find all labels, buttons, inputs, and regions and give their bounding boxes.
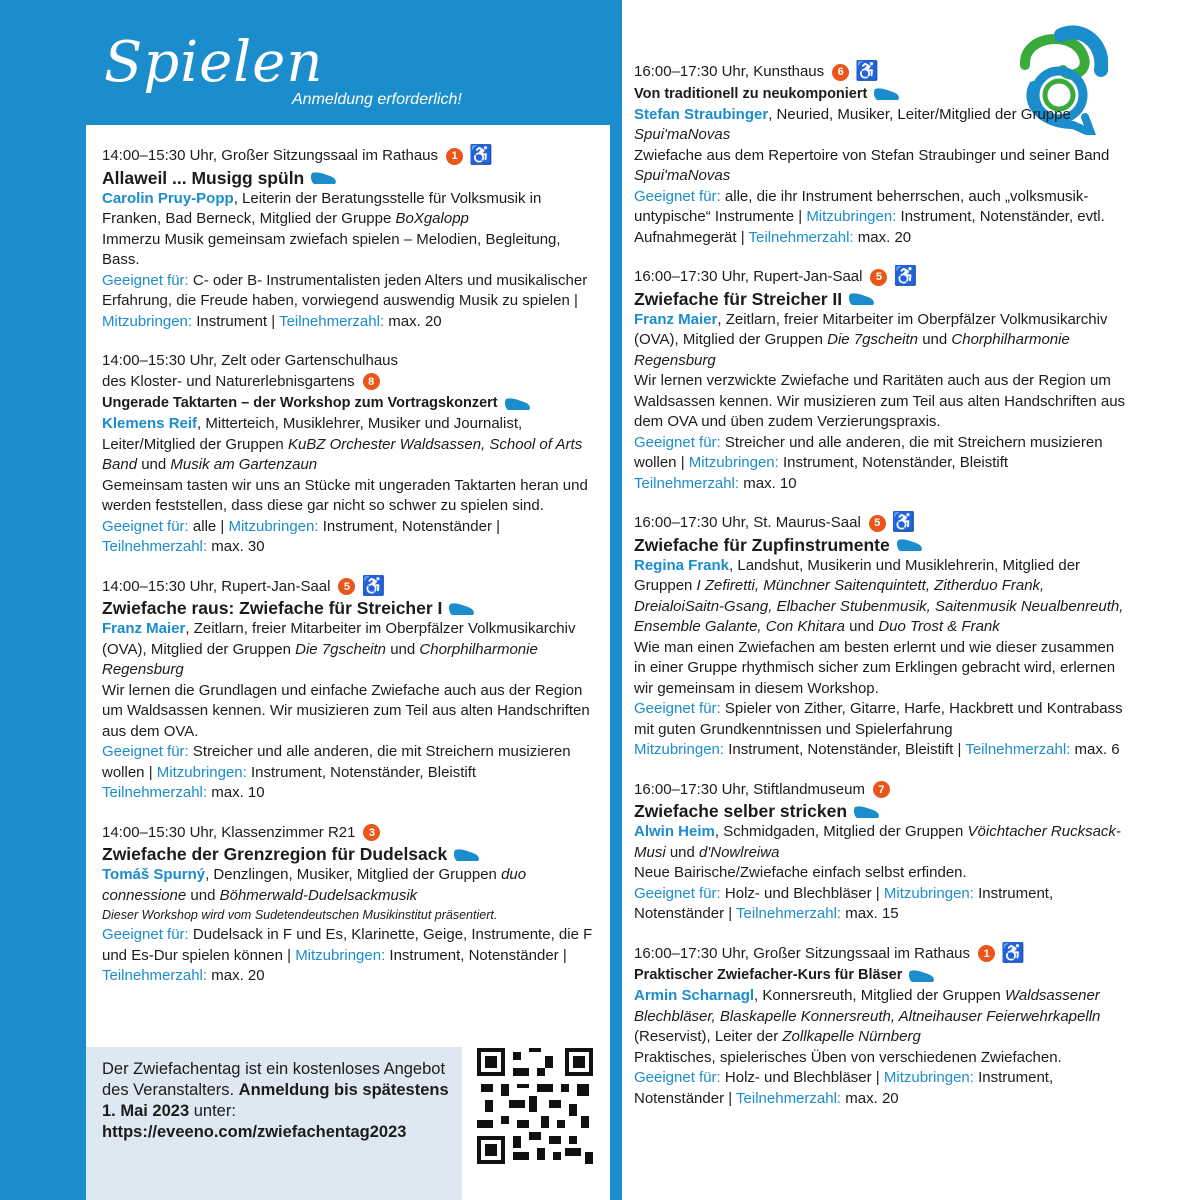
participants-value: max. 30 bbox=[211, 538, 265, 555]
group-name-2: Duo Trost & Frank bbox=[878, 618, 1000, 635]
event-time: 14:00–15:30 Uhr, Klassenzimmer R21 bbox=[102, 823, 356, 841]
participants-label: Teilnehmerzahl: bbox=[736, 905, 842, 922]
page-subtitle: Anmeldung erforderlich! bbox=[292, 91, 462, 108]
group-name: Waldsassener Blechbläser, Blaskapelle Konnersreuth, Altneihauser Feierwehrkapelln bbox=[634, 987, 1101, 1025]
instructor-name: Klemens Reif bbox=[102, 415, 198, 432]
instructor-name: Franz Maier bbox=[102, 620, 186, 637]
event-stricken: 16:00–17:30 Uhr, Stiftlandmuseum 7 Zwiefache selber stricken Alwin Heim, Schmidgaden, Mitglied der Gruppen Vöichtacher Rucksack-Musi und d'Nowlreiwa Neue Bairische/Zwiefache einfach selbst erfinden. Geeignet für: Holz- und Blechbläser | Mitzubringen: Instrument, Notenständer | Teilnehmerzahl: max. 15 bbox=[634, 780, 1130, 925]
bring-label: Mitzubringen: bbox=[156, 763, 247, 781]
instructor-info: , Konnersreuth, Mitglied der Gruppen bbox=[754, 987, 1006, 1004]
event-description: Zwiefache aus dem Repertoire von Stefan Straubinger und seiner Band bbox=[634, 146, 1110, 164]
page-title: Spielen bbox=[104, 30, 324, 95]
dance-shoe-icon bbox=[310, 170, 338, 185]
group-name-2: d'Nowlreiwa bbox=[699, 843, 780, 861]
location-badge: 5 bbox=[870, 269, 887, 286]
event-description: Praktisches, spielerisches Üben von verschiedenen Zwiefachen. bbox=[634, 1048, 1062, 1066]
instructor-info: , Zeitlarn, freier Mitarbeiter im Oberpfälzer Volkmusikarchiv (OVA), Mitglied der Gruppen bbox=[102, 620, 576, 658]
suitable-label: Geeignet für: bbox=[102, 743, 189, 760]
event-time: 16:00–17:30 Uhr, Kunsthaus bbox=[634, 63, 825, 80]
location-badge: 1 bbox=[978, 945, 995, 962]
group-name: Vöichtacher Rucksack-Musi bbox=[634, 823, 1121, 861]
participants-value: max. 6 bbox=[1074, 741, 1120, 758]
instructor-name: Alwin Heim bbox=[634, 823, 715, 840]
instructor-name: Regina Frank bbox=[634, 556, 730, 574]
instructor-info: , Leiterin der Beratungsstelle für Volksmusik in Franken, Bad Berneck, Mitglied der Gruppe bbox=[102, 189, 542, 227]
group-name-2: Zollkapelle Nürnberg bbox=[782, 1028, 921, 1045]
participants-value: max. 20 bbox=[845, 1089, 899, 1107]
group-joiner: (Reservist), Leiter der bbox=[634, 1028, 783, 1045]
event-allaweil: 14:00–15:30 Uhr, Großer Sitzungssaal im Rathaus 1 ♿ Allaweil ... Musigg spüln Carolin Pruy-Popp, Leiterin der Beratungsstelle für Volksmusik in Franken, Bad Berneck, Mitglied der Gruppe BoXgalopp Immerzu Musik gemeinsam zwiefach spielen – Melodien, Begleitung, Bass. Geeignet für: C- oder B- Instrumentalisten jeden Alters und musikalischer Erfahrung, die Freude haben, vorwiegend auswendig Musik zu spielen | Mitzubringen: Instrument | Teilnehmerzahl: max. 20 bbox=[102, 146, 600, 332]
info-deadline: Anmeldung bis spätestens 1. Mai 2023 bbox=[102, 1081, 449, 1120]
location-badge: 8 bbox=[363, 373, 380, 390]
participants-label: Teilnehmerzahl: bbox=[102, 967, 208, 984]
wheelchair-icon: ♿ bbox=[891, 512, 916, 534]
event-time: 14:00–15:30 Uhr, Rupert-Jan-Saal bbox=[102, 577, 331, 595]
wheelchair-icon: ♿ bbox=[893, 266, 918, 288]
location-badge: 7 bbox=[873, 781, 890, 798]
suitable-value: Spieler von Zither, Gitarre, Harfe, Hackbrett und Kontrabass mit guten Grundkenntnissen und Spielerfahrung bbox=[634, 700, 1123, 738]
event-title: Von traditionell zu neukomponiert bbox=[634, 85, 868, 102]
group-name-2: Musik am Gartenzaun bbox=[170, 456, 318, 473]
suitable-label: Geeignet für: bbox=[634, 884, 721, 902]
participants-label: Teilnehmerzahl: bbox=[965, 741, 1071, 758]
event-streicher-2: 16:00–17:30 Uhr, Rupert-Jan-Saal 5 ♿ Zwiefache für Streicher II Franz Maier, Zeitlarn, freier Mitarbeiter im Oberpfälzer Volkmusikarchiv (OVA), Mitglied der Gruppen Die 7gscheitn und Chorphilharmonie Regensburg Wir lernen verzwickte Zwiefache und Raritäten auch aus der Region um Waldsassen kennen. Wir musizieren zum Teil aus alten Handschriften aus dem OVA und üben zudem Verzierungspraxis. Geeignet für: Streicher und alle anderen, die mit Streichern musizieren wollen | Mitzubringen: Instrument, Notenständer, Bleistift Teilnehmerzahl: max. 10 bbox=[634, 267, 1130, 494]
wheelchair-icon: ♿ bbox=[469, 145, 493, 167]
dance-shoe-icon bbox=[848, 291, 876, 306]
bring-label: Mitzubringen: bbox=[688, 454, 779, 471]
dance-shoe-icon bbox=[853, 804, 881, 819]
group-name: Die 7gscheitn bbox=[295, 640, 387, 658]
event-description: Neue Bairische/Zwiefache einfach selbst erfinden. bbox=[634, 864, 967, 881]
group-joiner: und bbox=[386, 640, 420, 658]
bring-label: Mitzubringen: bbox=[228, 517, 319, 535]
suitable-label: Geeignet für: bbox=[102, 271, 189, 289]
dance-shoe-icon bbox=[448, 601, 476, 616]
participants-value: max. 10 bbox=[743, 474, 797, 492]
participants-label: Teilnehmerzahl: bbox=[748, 228, 854, 246]
location-badge: 1 bbox=[446, 148, 463, 165]
event-time-2: des Kloster- und Naturerlebnisgartens bbox=[102, 372, 355, 390]
dance-shoe-icon bbox=[908, 968, 936, 983]
instructor-info: , Denzlingen, Musiker, Mitglied der Gruppen bbox=[205, 866, 502, 883]
suitable-value: Streicher und alle anderen, die mit Streichern musizieren wollen bbox=[634, 433, 1103, 471]
participants-label: Teilnehmerzahl: bbox=[102, 784, 208, 801]
bring-value: Instrument, Notenständer, Bleistift bbox=[250, 763, 477, 781]
group-name: KuBZ Orchester Waldsassen, School of Arts Band bbox=[102, 435, 583, 473]
event-blaeser: 16:00–17:30 Uhr, Großer Sitzungssaal im Rathaus 1 ♿ Praktischer Zwiefacher-Kurs für Bläser Armin Scharnagl, Konnersreuth, Mitglied der Gruppen Waldsassener Blechbläser, Blaskapelle Konnersreuth, Altneihauser Feierwehrkapelln (Reservist), Leiter der Zollkapelle Nürnberg Praktisches, spielerisches Üben von verschiedenen Zwiefachen. Geeignet für: Holz- und Blechbläser | Mitzubringen: Instrument, Notenständer | Teilnehmerzahl: max. 20 bbox=[634, 944, 1130, 1110]
event-zupf: 16:00–17:30 Uhr, St. Maurus-Saal 5 ♿ Zwiefache für Zupfinstrumente Regina Frank, Landshut, Musikerin und Musiklehrerin, Mitglied der Gruppen I Zefiretti, Münchner Saitenquintett, Zitherduo Frank, DreialoiSaitn-Gsang, Elbacher Stubenmusik, Saitenmusik Neualbenreuth, Ensemble Galante, Con Khitara und Duo Trost & Frank Wie man einen Zwiefachen am besten erlernt und wie dieser zusammen in einer Gruppe rhythmisch sicher zum Erklingen gebracht wird, erlernen wir gemeinsam in diesem Workshop. Geeignet für: Spieler von Zither, Gitarre, Harfe, Hackbrett und Kontrabass mit guten Grundkenntnissen und Spielerfahrung Mitzubringen: Instrument, Notenständer, Bleistift | Teilnehmerzahl: max. 6 bbox=[634, 513, 1130, 761]
qr-code[interactable] bbox=[477, 1048, 593, 1164]
instructor-name: Franz Maier bbox=[634, 310, 718, 328]
instructor-info: , Mitterteich, Musiklehrer, Musiker und Journalist, Leiter/Mitglied der Gruppen bbox=[102, 415, 523, 453]
group-name: Spui'maNovas bbox=[634, 126, 731, 143]
dance-shoe-icon bbox=[453, 847, 481, 862]
instructor-name: Stefan Straubinger bbox=[634, 105, 769, 123]
wheelchair-icon: ♿ bbox=[361, 575, 386, 597]
bring-value: Instrument, Notenständer bbox=[634, 884, 1054, 922]
group-joiner: und bbox=[844, 618, 879, 635]
bring-value: Instrument, Notenständer, Bleistift bbox=[728, 741, 954, 758]
participants-label: Teilnehmerzahl: bbox=[736, 1089, 842, 1107]
event-title: Zwiefache der Grenzregion für Dudelsack bbox=[102, 844, 448, 864]
bring-value: Instrument, Notenständer bbox=[389, 946, 559, 964]
bring-label: Mitzubringen: bbox=[102, 312, 193, 330]
instructor-name: Tomáš Spurný bbox=[102, 866, 206, 883]
event-time: 16:00–17:30 Uhr, Stiftlandmuseum bbox=[634, 780, 865, 798]
dance-shoe-icon bbox=[504, 396, 532, 411]
participants-value: max. 15 bbox=[845, 905, 899, 922]
participants-label: Teilnehmerzahl: bbox=[279, 312, 385, 330]
instructor-info: , Zeitlarn, freier Mitarbeiter im Oberpfälzer Volkmusikarchiv (OVA), Mitglied der Gruppen bbox=[634, 310, 1108, 348]
group-joiner: und bbox=[186, 886, 220, 904]
left-events bbox=[102, 146, 600, 1006]
participants-label: Teilnehmerzahl: bbox=[634, 474, 740, 492]
group-name: duo connessione bbox=[102, 866, 527, 904]
event-title: Zwiefache raus: Zwiefache für Streicher I bbox=[102, 598, 443, 618]
suitable-label: Geeignet für: bbox=[634, 700, 721, 717]
suitable-value: Holz- und Blechbläser bbox=[724, 884, 872, 902]
bring-label: Mitzubringen: bbox=[634, 741, 725, 758]
event-description: Wir lernen verzwickte Zwiefache und Raritäten auch aus der Region um Waldsassen kennen. Wir musizieren zum Teil aus alten Handschriften aus dem OVA und üben zudem Verzierungspraxis. bbox=[634, 372, 1126, 430]
event-title: Zwiefache für Streicher II bbox=[634, 288, 843, 309]
group-name-2: Chorphilharmonie Regensburg bbox=[102, 640, 538, 678]
participants-label: Teilnehmerzahl: bbox=[102, 538, 208, 555]
event-description: Immerzu Musik gemeinsam zwiefach spielen – Melodien, Begleitung, Bass. bbox=[102, 230, 561, 268]
suitable-label: Geeignet für: bbox=[634, 187, 721, 205]
event-time: 14:00–15:30 Uhr, Großer Sitzungssaal im Rathaus bbox=[102, 147, 439, 164]
event-streicher-1: 14:00–15:30 Uhr, Rupert-Jan-Saal 5 ♿ Zwiefache raus: Zwiefache für Streicher I Franz Maier, Zeitlarn, freier Mitarbeiter im Oberpfälzer Volkmusikarchiv (OVA), Mitglied der Gruppen Die 7gscheitn und Chorphilharmonie Regensburg Wir lernen die Grundlagen und einfache Zwiefache auch aus der Region um Waldsassen kennen. Wir musizieren zum Teil aus alten Handschriften aus dem OVA. Geeignet für: Streicher und alle anderen, die mit Streichern musizieren wollen | Mitzubringen: Instrument, Notenständer, Bleistift Teilnehmerzahl: max. 10 bbox=[102, 577, 600, 804]
event-title: Zwiefache selber stricken bbox=[634, 801, 848, 821]
suitable-label: Geeignet für: bbox=[102, 517, 189, 535]
dance-shoe-icon bbox=[873, 86, 901, 101]
bring-value: Instrument, Notenständer, evtl. Aufnahmegerät bbox=[634, 208, 1105, 246]
suitable-value: C- oder B- Instrumentalisten jeden Alters und musikalischer Erfahrung, die Freude haben, vorwiegend auswendig Musik zu spielen bbox=[102, 271, 588, 309]
bring-value: Instrument, Notenständer, Bleistift bbox=[782, 454, 1009, 471]
bring-value: Instrument, Notenständer bbox=[322, 517, 492, 535]
group-name: BoXgalopp bbox=[395, 210, 469, 227]
event-time: 16:00–17:30 Uhr, Großer Sitzungssaal im Rathaus bbox=[634, 944, 971, 962]
event-time: 14:00–15:30 Uhr, Zelt oder Gartenschulhaus bbox=[102, 352, 399, 369]
suitable-label: Geeignet für: bbox=[102, 926, 189, 943]
location-badge: 6 bbox=[832, 64, 849, 81]
wheelchair-icon: ♿ bbox=[855, 61, 879, 83]
dance-shoe-icon bbox=[896, 537, 924, 552]
bring-label: Mitzubringen: bbox=[295, 946, 386, 964]
event-description: Gemeinsam tasten wir uns an Stücke mit ungeraden Taktarten heran und werden feststellen, dass diese gar nicht so schwer zu spielen sind. bbox=[102, 476, 588, 514]
participants-value: max. 20 bbox=[211, 967, 265, 984]
instructor-name: Carolin Pruy-Popp bbox=[102, 189, 234, 207]
participants-value: max. 10 bbox=[211, 784, 265, 801]
group-joiner: und bbox=[137, 456, 171, 473]
suitable-value: Streicher und alle anderen, die mit Streichern musizieren wollen bbox=[102, 743, 571, 781]
band-name: Spui'maNovas bbox=[634, 167, 731, 184]
location-badge: 5 bbox=[869, 515, 886, 532]
suitable-value: Dudelsack in F und Es, Klarinette, Geige, Instrumente, die F und Es-Dur spielen können bbox=[102, 926, 593, 964]
event-dudelsack: 14:00–15:30 Uhr, Klassenzimmer R21 3 Zwiefache der Grenzregion für Dudelsack Tomáš Spurný, Denzlingen, Musiker, Mitglied der Gruppen duo connessione und Böhmerwald-Dudelsackmusik Dieser Workshop wird vom Sudetendeutschen Musikinstitut präsentiert. Geeignet für: Dudelsack in F und Es, Klarinette, Geige, Instrumente, die F und Es-Dur spielen können | Mitzubringen: Instrument, Notenständer | Teilnehmerzahl: max. 20 bbox=[102, 823, 600, 987]
suitable-label: Geeignet für: bbox=[634, 433, 721, 451]
bring-label: Mitzubringen: bbox=[883, 884, 974, 902]
suitable-value: Holz- und Blechbläser bbox=[724, 1069, 872, 1086]
bring-label: Mitzubringen: bbox=[806, 208, 897, 225]
info-line-2: unter: bbox=[189, 1102, 236, 1120]
group-name: I Zefiretti, Münchner Saitenquintett, Zitherduo Frank, DreialoiSaitn-Gsang, Elbacher Stubenmusik, Saitenmusik Neualbenreuth, Ensemble Galante, Con Khitara bbox=[634, 577, 1124, 635]
suitable-value: alle bbox=[192, 517, 217, 535]
event-title: Zwiefache für Zupfinstrumente bbox=[634, 534, 890, 555]
wheelchair-icon: ♿ bbox=[1001, 942, 1025, 964]
instructor-info: , Neuried, Musiker, Leiter/Mitglied der Gruppe bbox=[768, 105, 1071, 123]
suitable-label: Geeignet für: bbox=[634, 1069, 721, 1086]
group-name: Die 7gscheitn bbox=[827, 331, 919, 348]
event-title: Ungerade Taktarten – der Workshop zum Vortragskonzert bbox=[102, 395, 498, 411]
event-description: Wir lernen die Grundlagen und einfache Zwiefache auch aus der Region um Waldsassen kennen. Wir musizieren zum Teil aus alten Handschriften aus dem OVA. bbox=[102, 681, 590, 740]
instructor-name: Armin Scharnagl bbox=[634, 987, 755, 1004]
location-badge: 5 bbox=[338, 578, 355, 595]
info-text bbox=[102, 1059, 452, 1143]
suitable-value: alle, die ihr Instrument beherrschen, auch „volksmusik-untypische“ Instrumente bbox=[634, 187, 1089, 225]
event-time: 16:00–17:30 Uhr, St. Maurus-Saal bbox=[634, 514, 861, 531]
event-title: Praktischer Zwiefacher-Kurs für Bläser bbox=[634, 967, 903, 983]
event-description: Wie man einen Zwiefachen am besten erlernt und wie dieser zusammen in einer Gruppe rhythmisch sicher zum Erklingen gebracht wird, erlernen wir gemeinsam in diesem Workshop. bbox=[634, 638, 1116, 697]
event-title: Allaweil ... Musigg spüln bbox=[102, 167, 305, 188]
bring-value: Instrument, Notenständer bbox=[634, 1069, 1054, 1107]
group-joiner: und bbox=[918, 331, 952, 348]
info-line-1: Der Zwiefachentag ist ein kostenloses Angebot des Veranstalters. bbox=[102, 1060, 446, 1099]
group-name-2: Böhmerwald-Dudelsackmusik bbox=[219, 886, 418, 904]
event-traditionell: 16:00–17:30 Uhr, Kunsthaus 6 ♿ Von traditionell zu neukomponiert Stefan Straubinger, Neuried, Musiker, Leiter/Mitglied der Gruppe Spui'maNovas Zwiefache aus dem Repertoire von Stefan Straubinger und seiner Band Spui'maNovas Geeignet für: alle, die ihr Instrument beherrschen, auch „volksmusik-untypische“ Instrumente | Mitzubringen: Instrument, Notenständer, evtl. Aufnahmegerät | Teilnehmerzahl: max. 20 bbox=[634, 61, 1110, 246]
event-time: 16:00–17:30 Uhr, Rupert-Jan-Saal bbox=[634, 268, 863, 285]
instructor-info: , Landshut, Musikerin und Musiklehrerin, Mitglied der Gruppen bbox=[634, 556, 1081, 594]
instructor-info: , Schmidgaden, Mitglied der Gruppen bbox=[714, 823, 968, 840]
registration-link[interactable]: https://eveeno.com/zwiefachentag2023 bbox=[102, 1123, 407, 1141]
right-events bbox=[634, 62, 1130, 1128]
participants-value: max. 20 bbox=[857, 228, 912, 246]
group-joiner: und bbox=[665, 843, 700, 861]
event-note: Dieser Workshop wird vom Sudetendeutschen Musikinstitut präsentiert. bbox=[102, 908, 498, 922]
event-ungerade: 14:00–15:30 Uhr, Zelt oder Gartenschulhaus des Kloster- und Naturerlebnisgartens 8 Ungerade Taktarten – der Workshop zum Vortragskonzert Klemens Reif, Mitterteich, Musiklehrer, Musiker und Journalist, Leiter/Mitglied der Gruppen KuBZ Orchester Waldsassen, School of Arts Band und Musik am Gartenzaun Gemeinsam tasten wir uns an Stücke mit ungeraden Taktarten heran und werden feststellen, dass diese gar nicht so schwer zu spielen sind. Geeignet für: alle | Mitzubringen: Instrument, Notenständer | Teilnehmerzahl: max. 30 bbox=[102, 351, 600, 558]
bring-value: Instrument bbox=[196, 312, 268, 330]
location-badge: 3 bbox=[363, 824, 380, 841]
participants-value: max. 20 bbox=[388, 312, 442, 330]
bring-label: Mitzubringen: bbox=[883, 1069, 974, 1086]
group-name-2: Chorphilharmonie Regensburg bbox=[634, 331, 1070, 369]
